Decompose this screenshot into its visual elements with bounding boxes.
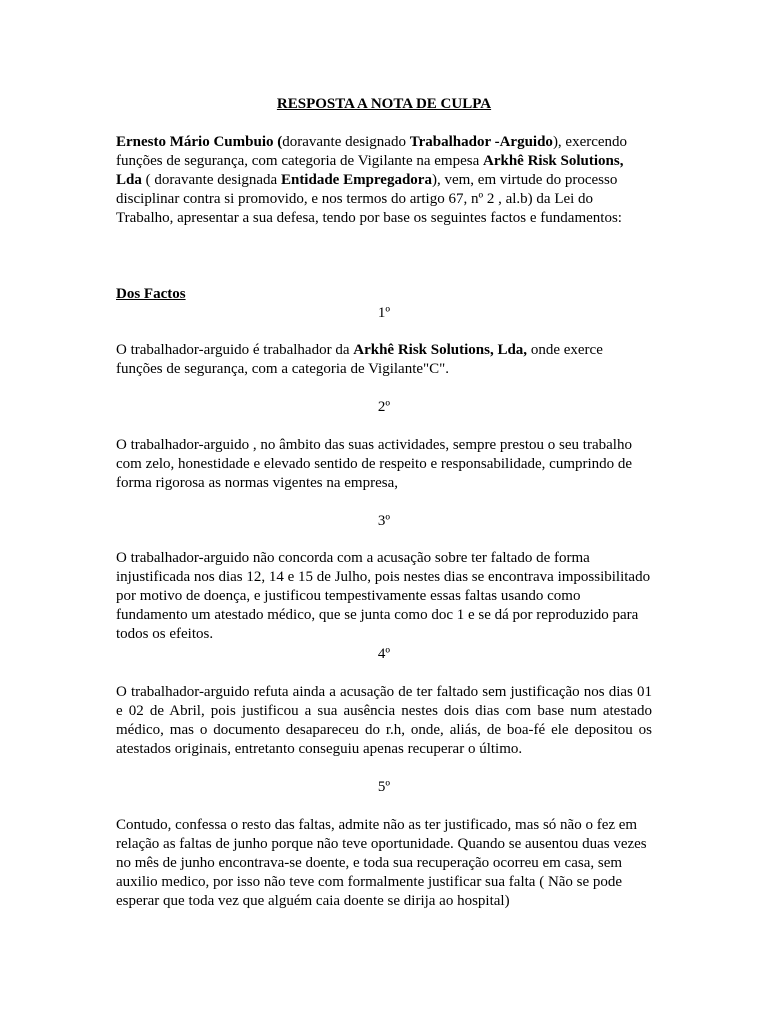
- intro-text-4: ), vem, em virtude do processo disciplinar contra si promovido, e nos termos do artigo 67, nº 2 , al.b) da Lei do Trabalho, apresentar a sua defesa, tendo por base os seguintes factos e fundamentos:: [116, 172, 622, 226]
- worker-name: Ernesto Mário Cumbuio (: [116, 134, 283, 150]
- fact-paragraph-3: O trabalhador-arguido não concorda com a acusação sobre ter faltado de forma injustificada nos dias 12, 14 e 15 de Julho, pois nestes dias se encontrava impossibilitado por motivo de doença, e justificou tempestivamente essas faltas usando como fundamento um atestado médico, que se junta como doc 1 e se dá por reproduzido para todos os efeitos.: [116, 550, 651, 642]
- employer-designation: Entidade Empregadora: [280, 172, 432, 188]
- fact-1-company: Arkhê Risk Solutions, Lda,: [353, 342, 528, 358]
- fact-1-text-2: onde exerce funções de segurança, com a categoria de Vigilante"C".: [116, 342, 603, 377]
- worker-role: Trabalhador -Arguido: [409, 134, 553, 150]
- fact-paragraph-1: [116, 341, 652, 379]
- intro-text-1: doravante designado: [282, 134, 410, 150]
- intro-paragraph: [116, 133, 652, 228]
- fact-number-5: 5º: [377, 779, 391, 795]
- fact-number-2: 2º: [377, 399, 391, 415]
- fact-paragraph-5: Contudo, confessa o resto das faltas, admite não as ter justificado, mas só não o fez em relação as faltas de junho porque não teve oportunidade. Quando se ausentou duas vezes no mês de junho encontrava-se doente, e toda sua recuperação ocorreu em casa, sem auxilio medico, por isso não teve com formalmente justificar sua falta ( Não se pode esperar que toda vez que alguém caia doente se dirija ao hospital): [116, 817, 647, 909]
- document-title: RESPOSTA A NOTA DE CULPA: [276, 96, 492, 112]
- fact-number-1: 1º: [377, 305, 391, 321]
- fact-paragraph-2: O trabalhador-arguido , no âmbito das suas actividades, sempre prestou o seu trabalho com zelo, honestidade e elevado sentido de respeito e responsabilidade, cumprindo de forma rigorosa as normas vigentes na empresa,: [116, 437, 633, 491]
- fact-number-3: 3º: [377, 513, 391, 529]
- fact-1-text-1: O trabalhador-arguido é trabalhador da: [116, 342, 354, 358]
- section-heading: Dos Factos: [116, 286, 186, 302]
- fact-paragraph-4: O trabalhador-arguido refuta ainda a acusação de ter faltado sem justificação nos dias 01 e 02 de Abril, pois justificou a sua ausência nestes dois dias com base num atestado médico, mas o documento desapareceu do r.h, onde, aliás, de boa-fé ele depositou os atestados originais, entretanto conseguiu apenas recuperar o último.: [116, 684, 652, 757]
- fact-number-4: 4º: [377, 646, 391, 662]
- intro-text-3: ( doravante designada: [141, 172, 281, 188]
- intro-text-2: ), exercendo funções de segurança, com categoria de Vigilante na empesa: [116, 134, 628, 169]
- company-name: Arkhê Risk Solutions, Lda: [116, 153, 624, 188]
